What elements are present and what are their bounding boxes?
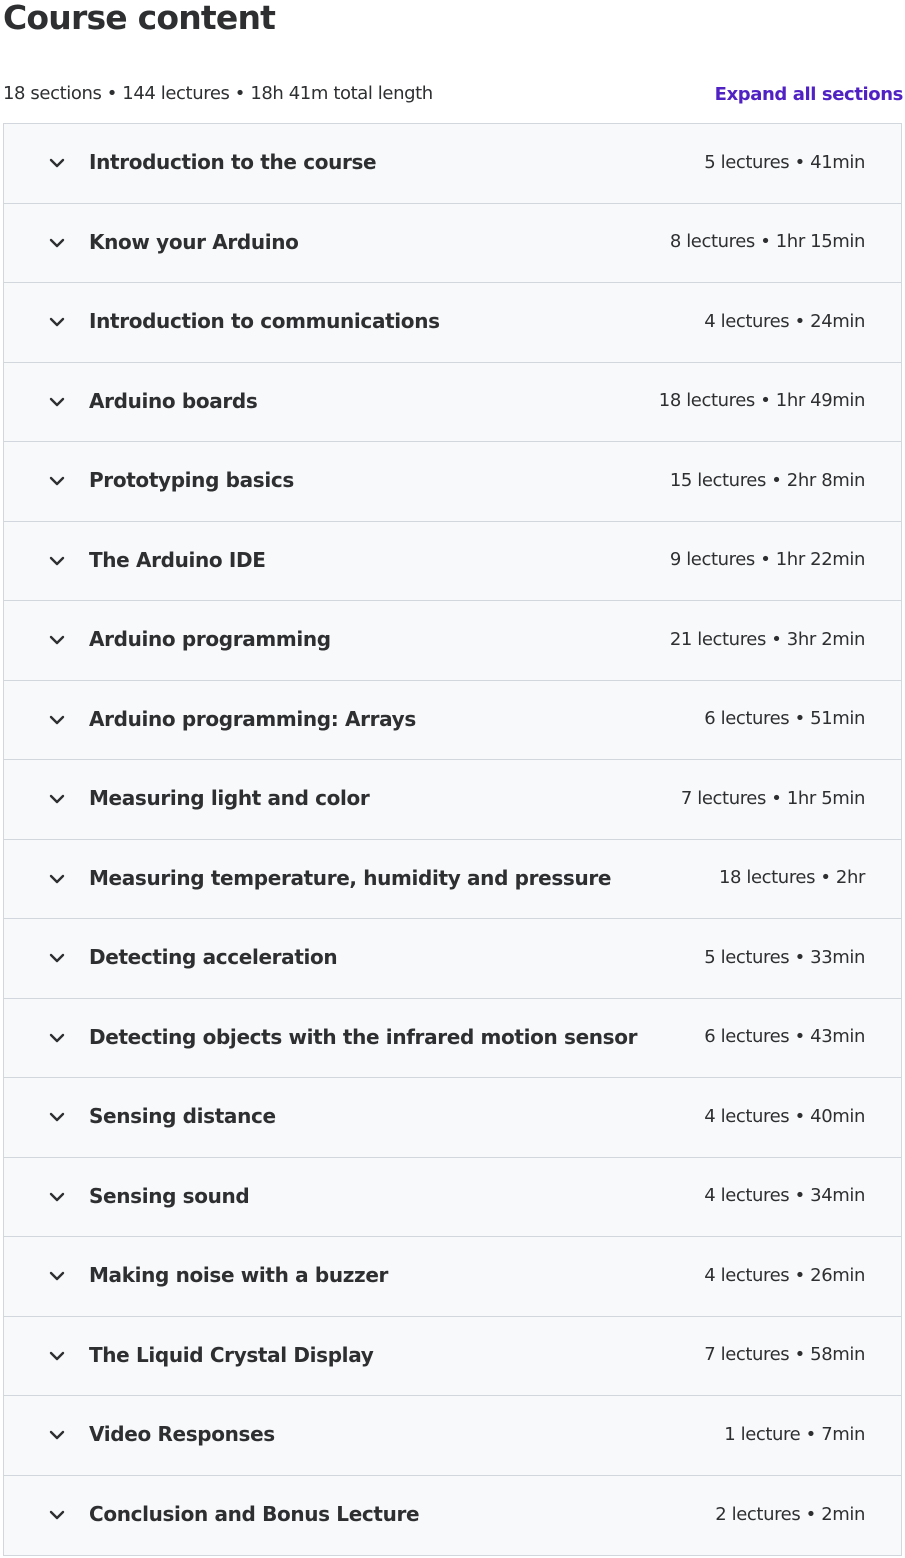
section-title: Making noise with a buzzer — [89, 1263, 389, 1288]
section-header[interactable] — [4, 840, 901, 920]
chevron-down-icon[interactable] — [42, 1346, 72, 1366]
chevron-down-icon[interactable] — [42, 630, 72, 650]
section-header[interactable] — [4, 204, 901, 284]
section-header[interactable] — [4, 522, 901, 602]
section-meta: 7 lectures • 1hr 5min — [680, 787, 865, 809]
section-title: Prototyping basics — [89, 468, 294, 493]
section-title: Video Responses — [89, 1422, 275, 1447]
course-summary: 18 sections • 144 lectures • 18h 41m total length — [3, 82, 433, 104]
section-header[interactable] — [4, 283, 901, 363]
section-header[interactable] — [4, 1396, 901, 1476]
section-list — [3, 123, 902, 1556]
section-header[interactable] — [4, 1476, 901, 1556]
section-title: Arduino programming — [89, 627, 331, 652]
section-header[interactable] — [4, 1078, 901, 1158]
section-header[interactable] — [4, 601, 901, 681]
chevron-down-icon[interactable] — [42, 1187, 72, 1207]
expand-all-sections-button[interactable]: Expand all sections — [714, 83, 903, 105]
section-header[interactable] — [4, 760, 901, 840]
section-title: Sensing distance — [89, 1104, 276, 1129]
section-meta: 15 lectures • 2hr 8min — [669, 469, 865, 491]
chevron-down-icon[interactable] — [42, 1028, 72, 1048]
section-header[interactable] — [4, 999, 901, 1079]
section-meta: 5 lectures • 33min — [704, 946, 865, 968]
content-summary-bar — [3, 80, 903, 106]
section-meta: 1 lecture • 7min — [724, 1423, 865, 1445]
section-title: Conclusion and Bonus Lecture — [89, 1502, 420, 1527]
section-meta: 4 lectures • 26min — [704, 1264, 865, 1286]
section-header[interactable] — [4, 442, 901, 522]
section-header[interactable] — [4, 919, 901, 999]
chevron-down-icon[interactable] — [42, 1107, 72, 1127]
chevron-down-icon[interactable] — [42, 551, 72, 571]
section-title: Introduction to communications — [89, 309, 440, 334]
section-title: Know your Arduino — [89, 229, 299, 254]
chevron-down-icon[interactable] — [42, 1505, 72, 1525]
section-meta: 6 lectures • 51min — [704, 708, 865, 730]
section-meta: 2 lectures • 2min — [715, 1503, 865, 1525]
chevron-down-icon[interactable] — [42, 1425, 72, 1445]
chevron-down-icon[interactable] — [42, 153, 72, 173]
section-title: Measuring light and color — [89, 786, 370, 811]
section-title: Arduino programming: Arrays — [89, 706, 416, 731]
chevron-down-icon[interactable] — [42, 1266, 72, 1286]
section-header[interactable] — [4, 1317, 901, 1397]
section-header[interactable] — [4, 363, 901, 443]
chevron-down-icon[interactable] — [42, 233, 72, 253]
section-header[interactable] — [4, 1237, 901, 1317]
section-meta: 4 lectures • 24min — [704, 310, 865, 332]
section-title: Sensing sound — [89, 1183, 250, 1208]
section-meta: 6 lectures • 43min — [704, 1026, 865, 1048]
chevron-down-icon[interactable] — [42, 392, 72, 412]
section-title: Introduction to the course — [89, 150, 377, 175]
section-title: Detecting objects with the infrared motion sensor — [89, 1024, 638, 1049]
section-header[interactable] — [4, 681, 901, 761]
chevron-down-icon[interactable] — [42, 869, 72, 889]
section-meta: 4 lectures • 34min — [704, 1185, 865, 1207]
section-meta: 8 lectures • 1hr 15min — [669, 231, 865, 253]
section-title: Detecting acceleration — [89, 945, 338, 970]
chevron-down-icon[interactable] — [42, 948, 72, 968]
section-meta: 7 lectures • 58min — [704, 1344, 865, 1366]
section-meta: 4 lectures • 40min — [704, 1105, 865, 1127]
section-meta: 5 lectures • 41min — [704, 151, 865, 173]
section-title: The Liquid Crystal Display — [89, 1342, 374, 1367]
section-header[interactable] — [4, 1158, 901, 1238]
section-title: Arduino boards — [89, 388, 258, 413]
section-title: The Arduino IDE — [89, 547, 266, 572]
section-meta: 18 lectures • 1hr 49min — [658, 390, 865, 412]
section-title: Measuring temperature, humidity and pressure — [89, 865, 612, 890]
chevron-down-icon[interactable] — [42, 710, 72, 730]
section-meta: 18 lectures • 2hr — [718, 867, 865, 889]
section-meta: 9 lectures • 1hr 22min — [669, 549, 865, 571]
chevron-down-icon[interactable] — [42, 789, 72, 809]
chevron-down-icon[interactable] — [42, 312, 72, 332]
chevron-down-icon[interactable] — [42, 471, 72, 491]
page-title: Course content — [3, 0, 276, 37]
section-meta: 21 lectures • 3hr 2min — [669, 628, 865, 650]
section-header[interactable] — [4, 124, 901, 204]
